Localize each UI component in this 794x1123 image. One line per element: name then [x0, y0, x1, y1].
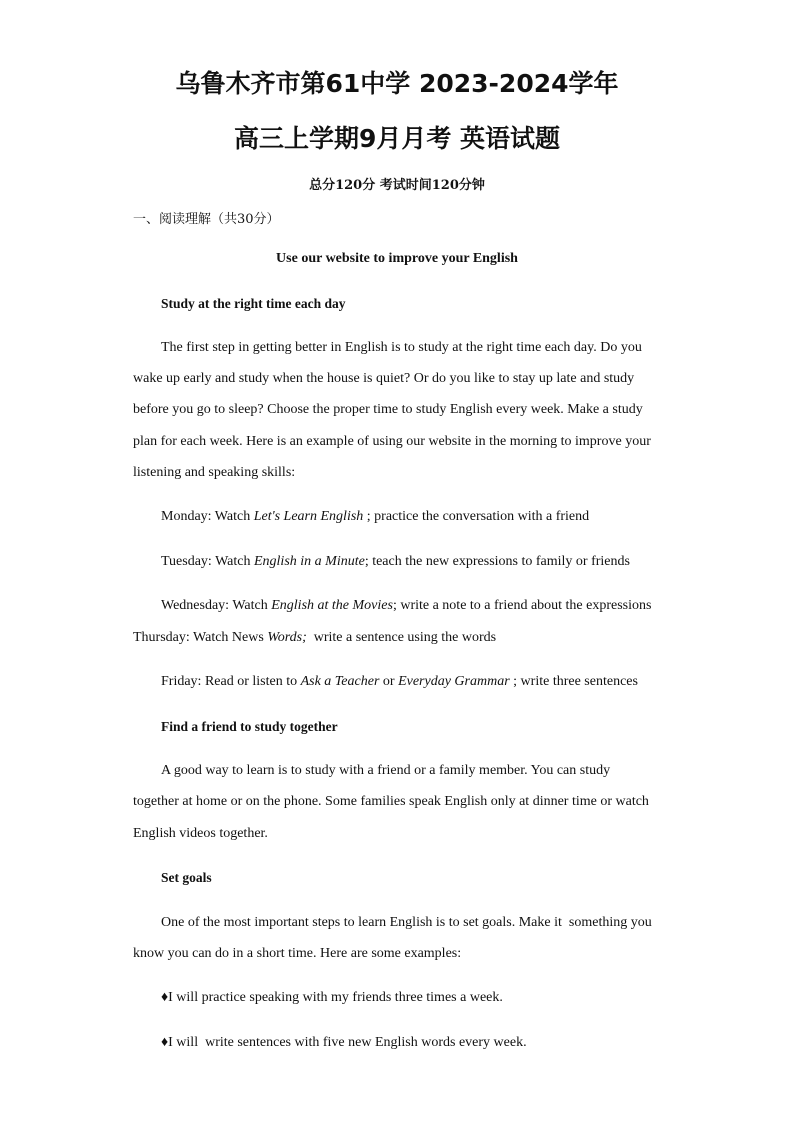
- para2-line1: A good way to learn is to study with a friend or a family member. You can study: [161, 763, 611, 778]
- goal-item-1: ♦I will practice speaking with my friends three times a week.: [161, 990, 503, 1005]
- program-name: English in a Minute: [253, 554, 365, 569]
- para1-line2: wake up early and study when the house is quiet? Or do you like to stay up late and study: [133, 371, 635, 386]
- exam-title-line1: 乌鲁木齐市第61中学 2023-2024学年: [175, 69, 619, 98]
- para3-line1: One of the most important steps to learn English is to set goals. Make it something you: [161, 915, 652, 930]
- day-label: Monday: Watch: [161, 509, 254, 524]
- schedule-tuesday: [161, 554, 630, 570]
- program-name: Let's Learn English: [253, 509, 364, 524]
- schedule-friday: [161, 674, 638, 690]
- para1-line3: before you go to sleep? Choose the proper time to study English every week. Make a study: [133, 402, 643, 417]
- para1-line4: plan for each week. Here is an example of using our website in the morning to improve your: [133, 434, 651, 449]
- program-name: Everyday Grammar: [398, 674, 510, 689]
- heading-find-friend: Find a friend to study together: [161, 719, 338, 734]
- para2-line3: English videos together.: [133, 826, 268, 841]
- activity: ; write a note to a friend about the expressions: [392, 598, 652, 613]
- heading-set-goals: Set goals: [161, 870, 212, 885]
- day-label: Wednesday: Watch: [161, 598, 272, 613]
- goal-item-2: ♦I will write sentences with five new English words every week.: [161, 1035, 527, 1050]
- passage-title: Use our website to improve your English: [276, 251, 518, 266]
- program-name: Ask a Teacher: [300, 674, 380, 689]
- schedule-monday: [161, 509, 589, 525]
- activity: ; write three sentences: [509, 674, 638, 689]
- para3-line2: know you can do in a short time. Here are some examples:: [133, 946, 462, 961]
- activity: ; teach the new expressions to family or friends: [364, 554, 630, 569]
- activity: write a sentence using the words: [306, 630, 497, 645]
- schedule-thursday: [133, 630, 496, 646]
- para2-line2: together at home or on the phone. Some families speak English only at dinner time or watch: [133, 794, 649, 809]
- day-label: Thursday: Watch News: [133, 630, 268, 645]
- section-heading: 一、阅读理解（共30分）: [133, 212, 280, 227]
- day-label: Tuesday: Watch: [161, 554, 254, 569]
- day-label: Friday: Read or listen to: [161, 674, 301, 689]
- program-name: English at the Movies: [271, 598, 393, 613]
- para1-line1: The first step in getting better in English is to study at the right time each day. Do you: [161, 340, 642, 355]
- schedule-wednesday: [161, 598, 651, 614]
- para1-line5: listening and speaking skills:: [133, 465, 296, 480]
- activity: ; practice the conversation with a friend: [363, 509, 590, 524]
- program-name: Words;: [267, 630, 307, 645]
- heading-study-time: Study at the right time each day: [161, 296, 346, 311]
- exam-title-line2: 高三上学期9月月考 英语试题: [233, 124, 561, 153]
- connector: or: [379, 674, 399, 689]
- exam-subtitle: 总分120分 考试时间120分钟: [309, 178, 485, 193]
